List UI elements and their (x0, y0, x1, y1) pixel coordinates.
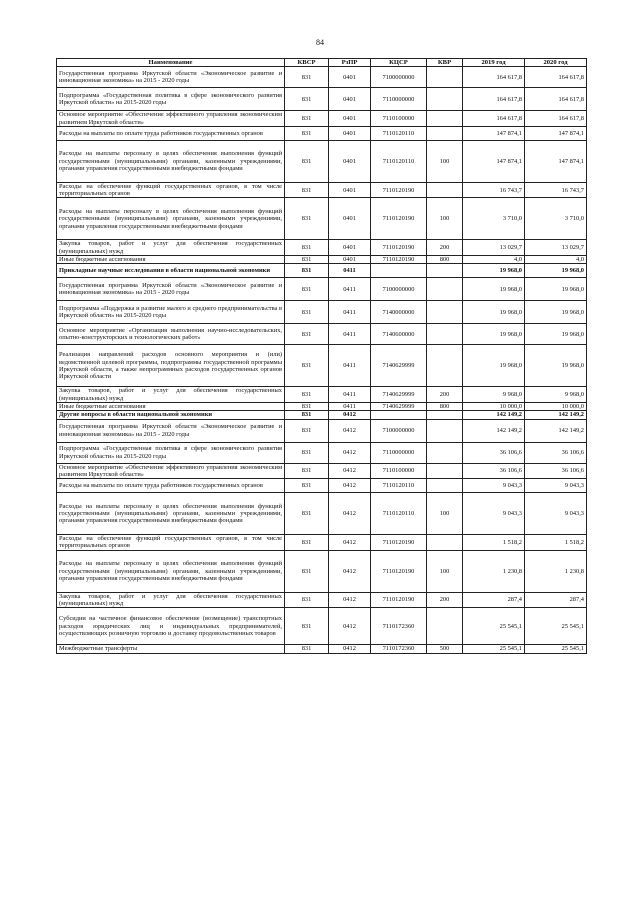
cell-kvr: 100 (427, 493, 463, 535)
cell-kvr: 100 (427, 198, 463, 240)
cell-name: Расходы на обеспечение функций государственных органов, в том числе территориальных органов (57, 535, 285, 551)
cell-kvsr: 831 (285, 324, 329, 345)
cell-kvsr: 831 (285, 182, 329, 198)
table-row (57, 240, 587, 256)
cell-2019: 287,4 (463, 592, 525, 608)
cell-2020: 164 617,8 (525, 88, 587, 111)
cell-rzpr: 0411 (329, 264, 371, 278)
table-row (57, 463, 587, 479)
table-row (57, 264, 587, 278)
cell-2020: 4,0 (525, 256, 587, 264)
cell-kvr: 800 (427, 402, 463, 410)
cell-kvr (427, 463, 463, 479)
header-2019: 2019 год (463, 59, 525, 67)
cell-2019: 9 043,3 (463, 493, 525, 535)
cell-rzpr: 0412 (329, 535, 371, 551)
cell-kcsr: 7140629999 (371, 402, 427, 410)
table-row (57, 387, 587, 403)
cell-kvsr: 831 (285, 592, 329, 608)
cell-2019: 25 545,1 (463, 645, 525, 653)
cell-rzpr: 0401 (329, 111, 371, 127)
cell-2019: 9 043,3 (463, 479, 525, 493)
cell-kvsr: 831 (285, 645, 329, 653)
cell-2020: 19 968,0 (525, 301, 587, 324)
cell-name: Реализация направлений расходов основного мероприятия и (или) ведомственной целевой программы, подпрограммы государственной программы Иркутской области, а также непрограммных расходов государственных органов Иркутской области (57, 345, 285, 387)
cell-kvsr: 831 (285, 402, 329, 410)
cell-name: Государственная программа Иркутской области «Экономическое развитие и инновационная экономика» на 2015 - 2020 годы (57, 419, 285, 442)
cell-kvr (427, 111, 463, 127)
cell-kvsr: 831 (285, 387, 329, 403)
cell-2019: 142 149,2 (463, 411, 525, 419)
cell-rzpr: 0412 (329, 463, 371, 479)
cell-2019: 16 743,7 (463, 182, 525, 198)
cell-2020: 142 149,2 (525, 411, 587, 419)
table-row (57, 535, 587, 551)
table-header-row (57, 59, 587, 67)
cell-rzpr: 0401 (329, 240, 371, 256)
table-row (57, 411, 587, 419)
cell-name: Закупка товаров, работ и услуг для обеспечения государственных (муниципальных) нужд (57, 592, 285, 608)
table-row (57, 67, 587, 88)
cell-kcsr (371, 264, 427, 278)
cell-kcsr: 7110120190 (371, 256, 427, 264)
cell-2020: 142 149,2 (525, 419, 587, 442)
cell-rzpr: 0412 (329, 479, 371, 493)
table-row (57, 126, 587, 140)
cell-kvr: 500 (427, 645, 463, 653)
cell-2019: 36 106,6 (463, 442, 525, 463)
cell-kvr: 800 (427, 256, 463, 264)
cell-name: Расходы на выплаты персоналу в целях обеспечения выполнения функций государственными (муниципальными) органами, казенными учреждениями, органами управления государственными внебюджетными фондами (57, 493, 285, 535)
cell-kcsr: 7110172360 (371, 608, 427, 645)
cell-name: Расходы на выплаты персоналу в целях обеспечения выполнения функций государственными (муниципальными) органами, казенными учреждениями, органами управления государственными внебюджетными фондами (57, 140, 285, 182)
cell-kcsr: 7110120110 (371, 126, 427, 140)
cell-kvsr: 831 (285, 278, 329, 301)
cell-rzpr: 0411 (329, 402, 371, 410)
table-row (57, 550, 587, 592)
cell-kcsr: 7100000000 (371, 67, 427, 88)
cell-2020: 9 043,3 (525, 493, 587, 535)
cell-2020: 19 968,0 (525, 278, 587, 301)
cell-2019: 9 968,0 (463, 387, 525, 403)
cell-kvr (427, 324, 463, 345)
cell-2019: 19 968,0 (463, 345, 525, 387)
cell-name: Межбюджетные трансферты (57, 645, 285, 653)
cell-kvsr: 831 (285, 88, 329, 111)
cell-name: Основное мероприятие «Организация выполнения научно-исследовательских, опытно-конструкторских и технологических работ» (57, 324, 285, 345)
cell-kvr (427, 608, 463, 645)
cell-name: Прикладные научные исследования в области национальной экономики (57, 264, 285, 278)
cell-2019: 1 518,2 (463, 535, 525, 551)
cell-kcsr: 7110120110 (371, 493, 427, 535)
cell-2020: 10 000,0 (525, 402, 587, 410)
table-row (57, 493, 587, 535)
cell-kcsr: 7110100000 (371, 463, 427, 479)
cell-2019: 19 968,0 (463, 264, 525, 278)
cell-kvsr: 831 (285, 240, 329, 256)
cell-2020: 25 545,1 (525, 608, 587, 645)
cell-kcsr: 7140629999 (371, 345, 427, 387)
cell-2019: 36 106,6 (463, 463, 525, 479)
cell-rzpr: 0401 (329, 198, 371, 240)
cell-name: Подпрограмма «Государственная политика в сфере экономического развития Иркутской области» на 2015-2020 годы (57, 88, 285, 111)
cell-2019: 147 874,1 (463, 140, 525, 182)
cell-2019: 10 000,0 (463, 402, 525, 410)
cell-2020: 9 043,3 (525, 479, 587, 493)
cell-kcsr: 7140629999 (371, 387, 427, 403)
cell-kvsr: 831 (285, 126, 329, 140)
cell-kvsr: 831 (285, 67, 329, 88)
cell-kvsr: 831 (285, 198, 329, 240)
cell-kcsr: 7110172360 (371, 645, 427, 653)
cell-kvsr: 831 (285, 535, 329, 551)
cell-kcsr: 7140000000 (371, 301, 427, 324)
cell-rzpr: 0401 (329, 182, 371, 198)
cell-2020: 9 968,0 (525, 387, 587, 403)
cell-2019: 19 968,0 (463, 324, 525, 345)
cell-name: Иные бюджетные ассигнования (57, 256, 285, 264)
table-row (57, 592, 587, 608)
header-kcsr: КЦСР (371, 59, 427, 67)
cell-name: Расходы на обеспечение функций государственных органов, в том числе территориальных органов (57, 182, 285, 198)
cell-2019: 13 029,7 (463, 240, 525, 256)
cell-kvsr: 831 (285, 608, 329, 645)
cell-rzpr: 0412 (329, 411, 371, 419)
cell-rzpr: 0401 (329, 67, 371, 88)
cell-2020: 287,4 (525, 592, 587, 608)
cell-name: Субсидии на частичное финансовое обеспечение (возмещение) транспортных расходов юридических лиц и индивидуальных предпринимателей, осуществляющих розничную торговлю и доставку продовольственных товаров (57, 608, 285, 645)
cell-2019: 3 710,0 (463, 198, 525, 240)
cell-kcsr: 7110000000 (371, 88, 427, 111)
table-row (57, 278, 587, 301)
cell-kvsr: 831 (285, 442, 329, 463)
table-row (57, 198, 587, 240)
cell-kvr: 200 (427, 592, 463, 608)
table-body (57, 67, 587, 653)
cell-name: Расходы на выплаты по оплате труда работников государственных органов (57, 126, 285, 140)
cell-kvr (427, 264, 463, 278)
table-row (57, 645, 587, 653)
cell-2019: 164 617,8 (463, 111, 525, 127)
table-row (57, 182, 587, 198)
cell-2019: 25 545,1 (463, 608, 525, 645)
cell-rzpr: 0411 (329, 387, 371, 403)
cell-2020: 1 230,8 (525, 550, 587, 592)
cell-kvr: 200 (427, 387, 463, 403)
header-kvsr: КВСР (285, 59, 329, 67)
cell-name: Государственная программа Иркутской области «Экономическое развитие и инновационная экономика» на 2015 - 2020 годы (57, 67, 285, 88)
cell-kvsr: 831 (285, 301, 329, 324)
cell-rzpr: 0412 (329, 592, 371, 608)
cell-name: Закупка товаров, работ и услуг для обеспечения государственных (муниципальных) нужд (57, 240, 285, 256)
cell-rzpr: 0401 (329, 88, 371, 111)
cell-kvsr: 831 (285, 463, 329, 479)
cell-kcsr: 7110120110 (371, 140, 427, 182)
cell-kvr (427, 345, 463, 387)
cell-2020: 147 874,1 (525, 140, 587, 182)
cell-name: Государственная программа Иркутской области «Экономическое развитие и инновационная экономика» на 2015 - 2020 годы (57, 278, 285, 301)
cell-kvsr: 831 (285, 111, 329, 127)
cell-2020: 147 874,1 (525, 126, 587, 140)
cell-kvsr: 831 (285, 264, 329, 278)
cell-kvr (427, 411, 463, 419)
cell-name: Другие вопросы в области национальной экономики (57, 411, 285, 419)
table-row (57, 442, 587, 463)
table-row (57, 111, 587, 127)
cell-name: Подпрограмма «Государственная политика в сфере экономического развития Иркутской области» на 2015-2020 годы (57, 442, 285, 463)
cell-2020: 13 029,7 (525, 240, 587, 256)
cell-kcsr: 7110120190 (371, 198, 427, 240)
cell-kvr: 200 (427, 240, 463, 256)
cell-2019: 147 874,1 (463, 126, 525, 140)
cell-2020: 19 968,0 (525, 324, 587, 345)
cell-kvr (427, 479, 463, 493)
header-rzpr: РзПР (329, 59, 371, 67)
cell-name: Подпрограмма «Поддержка и развитие малого и среднего предпринимательства в Иркутской области» на 2015-2020 годы (57, 301, 285, 324)
cell-rzpr: 0411 (329, 278, 371, 301)
cell-kvr (427, 301, 463, 324)
cell-rzpr: 0401 (329, 140, 371, 182)
budget-table (56, 58, 587, 654)
cell-name: Расходы на выплаты персоналу в целях обеспечения выполнения функций государственными (муниципальными) органами, казенными учреждениями, органами управления государственными внебюджетными фондами (57, 198, 285, 240)
cell-kcsr: 7110120110 (371, 479, 427, 493)
cell-2020: 19 968,0 (525, 264, 587, 278)
cell-kcsr: 7110120190 (371, 240, 427, 256)
header-name: Наименование (57, 59, 285, 67)
table-row (57, 301, 587, 324)
table-row (57, 345, 587, 387)
cell-kvr (427, 442, 463, 463)
cell-kcsr: 7100000000 (371, 278, 427, 301)
cell-2019: 164 617,8 (463, 67, 525, 88)
cell-2019: 142 149,2 (463, 419, 525, 442)
cell-kvsr: 831 (285, 479, 329, 493)
cell-kvr (427, 88, 463, 111)
cell-2020: 164 617,8 (525, 111, 587, 127)
table-row (57, 256, 587, 264)
cell-rzpr: 0401 (329, 256, 371, 264)
table-row (57, 402, 587, 410)
cell-kcsr (371, 411, 427, 419)
cell-2019: 1 230,8 (463, 550, 525, 592)
cell-name: Расходы на выплаты персоналу в целях обеспечения выполнения функций государственными (муниципальными) органами, казенными учреждениями, органами управления государственными внебюджетными фондами (57, 550, 285, 592)
cell-kcsr: 7100000000 (371, 419, 427, 442)
cell-name: Расходы на выплаты по оплате труда работников государственных органов (57, 479, 285, 493)
cell-kvr: 100 (427, 550, 463, 592)
table-row (57, 140, 587, 182)
cell-kvsr: 831 (285, 419, 329, 442)
cell-rzpr: 0411 (329, 324, 371, 345)
cell-rzpr: 0412 (329, 550, 371, 592)
cell-kvr (427, 535, 463, 551)
cell-kvr (427, 182, 463, 198)
cell-2019: 164 617,8 (463, 88, 525, 111)
cell-rzpr: 0412 (329, 608, 371, 645)
cell-kvsr: 831 (285, 345, 329, 387)
cell-2020: 19 968,0 (525, 345, 587, 387)
cell-name: Основное мероприятие «Обеспечение эффективного управления экономическим развитием Иркутской области» (57, 463, 285, 479)
cell-kvsr: 831 (285, 493, 329, 535)
table-row (57, 324, 587, 345)
cell-kcsr: 7110120190 (371, 592, 427, 608)
table-row (57, 88, 587, 111)
cell-2020: 25 545,1 (525, 645, 587, 653)
cell-kvr (427, 419, 463, 442)
cell-2019: 4,0 (463, 256, 525, 264)
cell-kcsr: 7110120190 (371, 535, 427, 551)
cell-rzpr: 0412 (329, 442, 371, 463)
cell-kcsr: 7110000000 (371, 442, 427, 463)
cell-kvsr: 831 (285, 256, 329, 264)
cell-2020: 36 106,6 (525, 463, 587, 479)
cell-kcsr: 7110120190 (371, 182, 427, 198)
cell-2020: 36 106,6 (525, 442, 587, 463)
cell-rzpr: 0411 (329, 345, 371, 387)
cell-rzpr: 0412 (329, 493, 371, 535)
header-2020: 2020 год (525, 59, 587, 67)
cell-kvr (427, 126, 463, 140)
cell-kvr (427, 278, 463, 301)
table-row (57, 608, 587, 645)
cell-name: Закупка товаров, работ и услуг для обеспечения государственных (муниципальных) нужд (57, 387, 285, 403)
table-row (57, 419, 587, 442)
header-kvr: КВР (427, 59, 463, 67)
page-number: 84 (316, 38, 324, 47)
cell-name: Основное мероприятие «Обеспечение эффективного управления экономическим развитием Иркутской области» (57, 111, 285, 127)
cell-rzpr: 0412 (329, 645, 371, 653)
cell-kcsr: 7110120190 (371, 550, 427, 592)
table-row (57, 479, 587, 493)
cell-name: Иные бюджетные ассигнования (57, 402, 285, 410)
cell-kvsr: 831 (285, 550, 329, 592)
cell-rzpr: 0411 (329, 301, 371, 324)
cell-kvr: 100 (427, 140, 463, 182)
cell-kvsr: 831 (285, 411, 329, 419)
cell-rzpr: 0401 (329, 126, 371, 140)
cell-rzpr: 0412 (329, 419, 371, 442)
cell-2020: 1 518,2 (525, 535, 587, 551)
cell-2019: 19 968,0 (463, 301, 525, 324)
cell-2019: 19 968,0 (463, 278, 525, 301)
cell-2020: 3 710,0 (525, 198, 587, 240)
cell-kcsr: 7140600000 (371, 324, 427, 345)
cell-kvr (427, 67, 463, 88)
cell-2020: 164 617,8 (525, 67, 587, 88)
cell-2020: 16 743,7 (525, 182, 587, 198)
cell-kcsr: 7110100000 (371, 111, 427, 127)
cell-kvsr: 831 (285, 140, 329, 182)
